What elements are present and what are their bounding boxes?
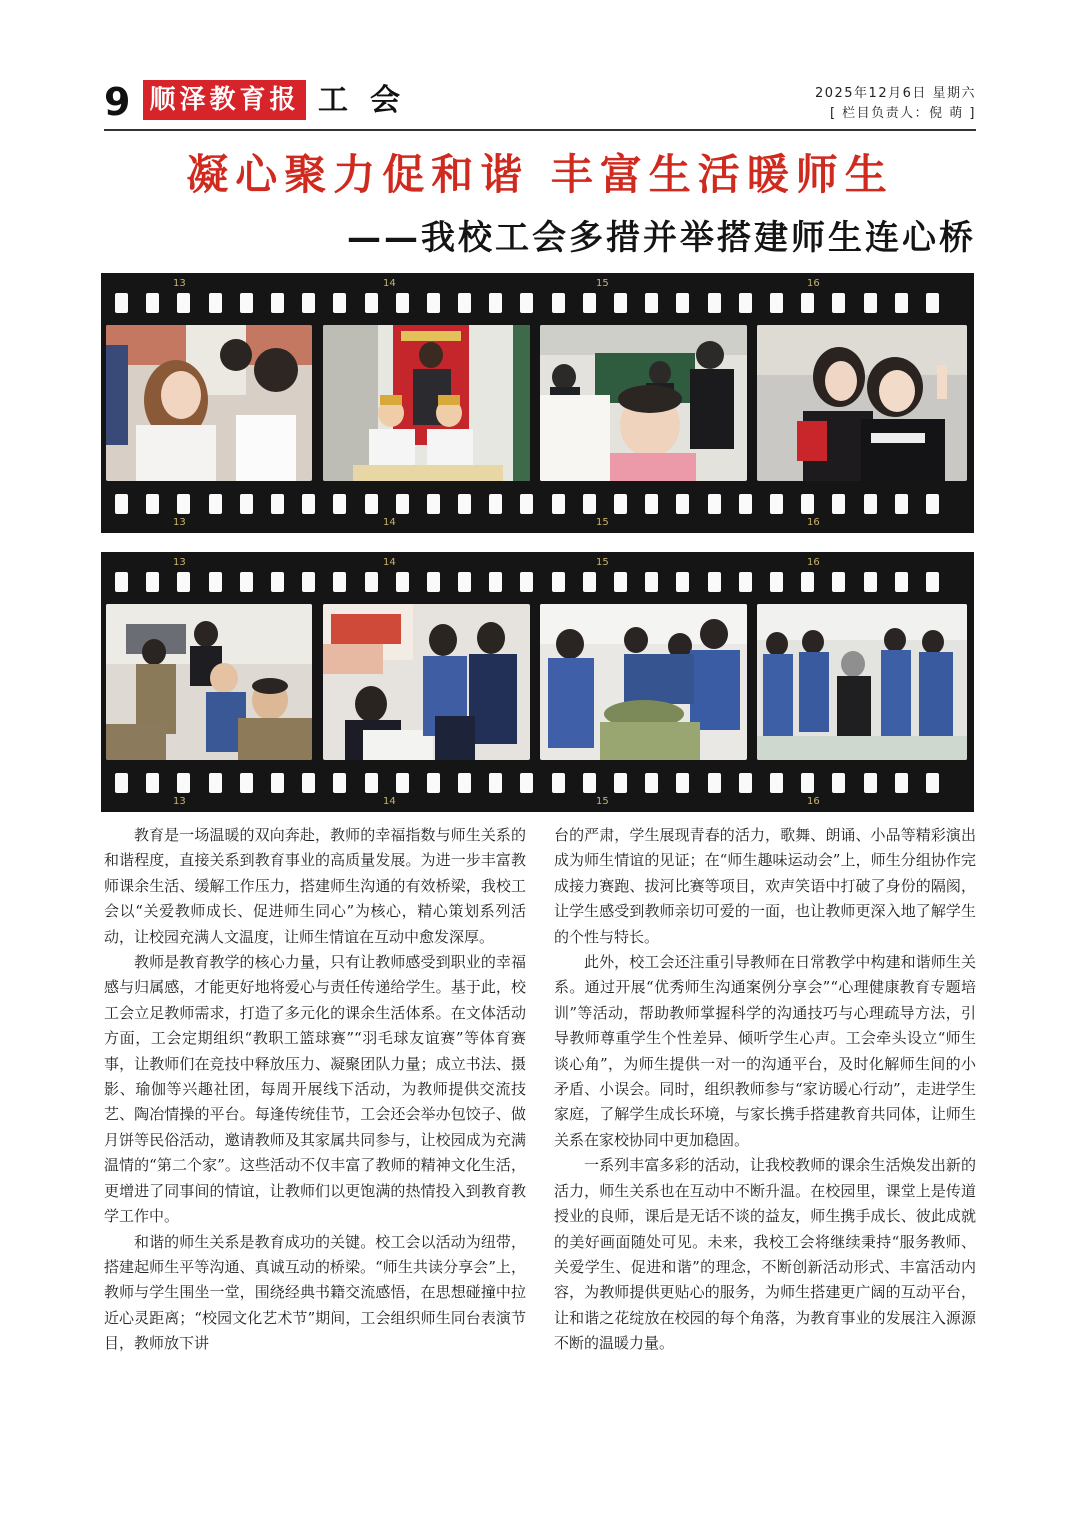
- teacher-and-friend-photo: [757, 325, 967, 481]
- sprocket-hole: [552, 773, 565, 793]
- sprocket-hole: [333, 293, 346, 313]
- sprocket-hole: [645, 494, 658, 514]
- sprocket-hole: [365, 773, 378, 793]
- sprocket-hole: [520, 773, 533, 793]
- sprocket-hole: [489, 293, 502, 313]
- sprocket-hole: [832, 773, 845, 793]
- sprocket-hole: [146, 572, 159, 592]
- sprocket-hole: [583, 293, 596, 313]
- section-title: 工会: [318, 83, 422, 118]
- sprocket-hole: [209, 572, 222, 592]
- sprocket-hole: [676, 293, 689, 313]
- sprocket-hole: [427, 293, 440, 313]
- sprocket-hole: [708, 773, 721, 793]
- frame-number: 15: [596, 557, 609, 568]
- masthead-divider: [104, 129, 976, 131]
- sprocket-hole: [489, 494, 502, 514]
- film-strip-top: [101, 273, 974, 533]
- sprocket-hole: [333, 572, 346, 592]
- sprocket-hole: [739, 773, 752, 793]
- sprocket-hole: [520, 572, 533, 592]
- sprocket-hole: [614, 572, 627, 592]
- sprocket-hole: [864, 773, 877, 793]
- sprocket-hole: [739, 572, 752, 592]
- frame-number: 13: [173, 517, 186, 528]
- student-signing-photo: [323, 604, 530, 760]
- frame-number: 15: [596, 278, 609, 289]
- sprocket-hole: [552, 293, 565, 313]
- sprocket-hole: [427, 773, 440, 793]
- sprocket-hole: [365, 293, 378, 313]
- sprocket-hole: [177, 494, 190, 514]
- sprocket-hole: [240, 494, 253, 514]
- sprocket-hole: [770, 773, 783, 793]
- sprocket-hole: [864, 293, 877, 313]
- article-paragraph: 教师是教育教学的核心力量，只有让教师感受到职业的幸福感与归属感，才能更好地将爱心与责任传递给学生。基于此，校工会立足教师需求，打造了多元化的课余生活体系。在文体活动方面，工会定期组织“教职工篮球赛”“羽毛球友谊赛”等体育赛事，让教师们在竞技中释放压力、凝聚团队力量；成立书法、摄影、瑜伽等兴趣社团，每周开展线下活动，为教师提供交流技艺、陶冶情操的平台。每逢传统佳节，工会还会举办包饺子、做月饼等民俗活动，邀请教师及其家属共同参与，让校园成为充满温情的“第二个家”。这些活动不仅丰富了教师的精神文化生活，更增进了同事间的情谊，让教师们以更饱满的热情投入到教育教学工作中。: [104, 953, 526, 1226]
- sprocket-hole: [177, 293, 190, 313]
- article-paragraph: 此外，校工会还注重引导教师在日常教学中构建和谐师生关系。通过开展“优秀师生沟通案例分享会”“心理健康教育专题培训”等活动，帮助教师掌握科学的沟通技巧与心理疏导方法，引导教师尊重学生个性差异、倾听学生心声。工会牵头设立“师生谈心角”，为师生提供一对一的沟通平台，及时化解师生间的小矛盾、小误会。同时，组织教师参与“家访暖心行动”，走进学生家庭，了解学生成长环境，与家长携手搭建教育共同体，让师生关系在家校协同中更加稳固。: [554, 953, 976, 1149]
- sprocket-hole: [458, 494, 471, 514]
- sprocket-hole: [552, 494, 565, 514]
- sprocket-hole: [895, 773, 908, 793]
- sprocket-hole: [115, 494, 128, 514]
- sprocket-hole: [801, 572, 814, 592]
- sprocket-hole: [396, 293, 409, 313]
- sprocket-hole: [209, 773, 222, 793]
- sprocket-hole: [333, 494, 346, 514]
- frame-number: 14: [383, 796, 396, 807]
- frame-number: 13: [173, 278, 186, 289]
- sprocket-holes: [115, 773, 964, 793]
- frame-number: 14: [383, 278, 396, 289]
- dumpling-making-photo: [540, 604, 747, 760]
- classroom-group-photo: [757, 604, 967, 760]
- sprocket-hole: [427, 572, 440, 592]
- sprocket-hole: [396, 773, 409, 793]
- sprocket-hole: [240, 293, 253, 313]
- sprocket-hole: [926, 494, 939, 514]
- sprocket-hole: [458, 293, 471, 313]
- military-training-photo: [106, 604, 312, 760]
- sprocket-hole: [895, 572, 908, 592]
- sprocket-hole: [240, 773, 253, 793]
- sprocket-hole: [770, 293, 783, 313]
- sprocket-hole: [240, 572, 253, 592]
- sprocket-hole: [365, 572, 378, 592]
- sprocket-hole: [583, 773, 596, 793]
- sprocket-hole: [583, 572, 596, 592]
- sprocket-hole: [801, 773, 814, 793]
- sprocket-holes: [115, 572, 964, 592]
- sprocket-hole: [645, 293, 658, 313]
- sprocket-hole: [333, 773, 346, 793]
- frame-number: 14: [383, 517, 396, 528]
- article-paragraph: 台的严肃，学生展现青春的活力，歌舞、朗诵、小品等精彩演出成为师生情谊的见证；在“师生趣味运动会”上，师生分组协作完成接力赛跑、拔河比赛等项目，欢声笑语中打破了身份的隔阂，让学生感受到教师亲切可爱的一面，也让教师更深入地了解学生的个性与特长。: [554, 826, 976, 946]
- sprocket-hole: [864, 494, 877, 514]
- sprocket-hole: [177, 572, 190, 592]
- sprocket-hole: [676, 773, 689, 793]
- sprocket-hole: [520, 293, 533, 313]
- sprocket-hole: [926, 572, 939, 592]
- sprocket-hole: [115, 572, 128, 592]
- sprocket-hole: [583, 494, 596, 514]
- frame-number: 15: [596, 796, 609, 807]
- issue-date: 2025年12月6日 星期六: [814, 86, 976, 101]
- sprocket-hole: [801, 293, 814, 313]
- sprocket-hole: [832, 293, 845, 313]
- sprocket-hole: [271, 572, 284, 592]
- sprocket-hole: [708, 494, 721, 514]
- sprocket-hole: [271, 293, 284, 313]
- newspaper-name: 顺泽教育报: [143, 80, 306, 120]
- page-number: 9: [104, 80, 131, 124]
- sprocket-hole: [458, 572, 471, 592]
- sprocket-hole: [676, 494, 689, 514]
- sprocket-hole: [146, 293, 159, 313]
- class-group-photo: [540, 325, 747, 481]
- sprocket-hole: [676, 572, 689, 592]
- article-subheadline: ——我校工会多措并举搭建师生连心桥: [347, 218, 976, 258]
- film-strip-bottom: [101, 552, 974, 812]
- reading-award-photo: [323, 325, 530, 481]
- teacher-helping-students-photo: [106, 325, 312, 481]
- sprocket-hole: [271, 494, 284, 514]
- frame-number: 16: [807, 278, 820, 289]
- sprocket-hole: [770, 572, 783, 592]
- sprocket-hole: [302, 773, 315, 793]
- frame-number: 15: [596, 517, 609, 528]
- sprocket-hole: [614, 773, 627, 793]
- sprocket-holes: [115, 293, 964, 313]
- sprocket-hole: [895, 494, 908, 514]
- sprocket-hole: [115, 773, 128, 793]
- sprocket-hole: [146, 494, 159, 514]
- sprocket-hole: [614, 494, 627, 514]
- sprocket-hole: [708, 572, 721, 592]
- sprocket-hole: [458, 773, 471, 793]
- sprocket-hole: [895, 293, 908, 313]
- sprocket-hole: [177, 773, 190, 793]
- sprocket-hole: [926, 293, 939, 313]
- sprocket-hole: [115, 293, 128, 313]
- sprocket-hole: [614, 293, 627, 313]
- sprocket-hole: [739, 494, 752, 514]
- sprocket-hole: [396, 572, 409, 592]
- sprocket-hole: [645, 773, 658, 793]
- frame-number: 16: [807, 796, 820, 807]
- sprocket-hole: [427, 494, 440, 514]
- sprocket-hole: [489, 773, 502, 793]
- sprocket-hole: [926, 773, 939, 793]
- sprocket-hole: [302, 494, 315, 514]
- sprocket-hole: [302, 572, 315, 592]
- sprocket-hole: [832, 572, 845, 592]
- article-paragraph: 教育是一场温暖的双向奔赴，教师的幸福指数与师生关系的和谐程度，直接关系到教育事业的高质量发展。为进一步丰富教师课余生活、缓解工作压力，搭建师生沟通的有效桥梁，我校工会以“关爱教师成长、促进师生同心”为核心，精心策划系列活动，让校园充满人文温度，让师生情谊在互动中愈发深厚。: [104, 826, 526, 946]
- frame-number: 16: [807, 517, 820, 528]
- sprocket-holes: [115, 494, 964, 514]
- column-editor: [ 栏目负责人：倪 萌 ]: [829, 106, 976, 121]
- sprocket-hole: [209, 494, 222, 514]
- sprocket-hole: [520, 494, 533, 514]
- article-headline: 凝心聚力促和谐 丰富生活暖师生: [186, 150, 894, 199]
- sprocket-hole: [271, 773, 284, 793]
- sprocket-hole: [770, 494, 783, 514]
- sprocket-hole: [552, 572, 565, 592]
- sprocket-hole: [302, 293, 315, 313]
- frame-number: 16: [807, 557, 820, 568]
- sprocket-hole: [864, 572, 877, 592]
- sprocket-hole: [396, 494, 409, 514]
- sprocket-hole: [832, 494, 845, 514]
- article-column-left: [104, 823, 526, 1357]
- frame-number: 14: [383, 557, 396, 568]
- sprocket-hole: [489, 572, 502, 592]
- frame-number: 13: [173, 796, 186, 807]
- sprocket-hole: [645, 572, 658, 592]
- article-column-right: [554, 823, 976, 1357]
- sprocket-hole: [739, 293, 752, 313]
- sprocket-hole: [365, 494, 378, 514]
- article-paragraph: 一系列丰富多彩的活动，让我校教师的课余生活焕发出新的活力，师生关系也在互动中不断升温。在校园里，课堂上是传道授业的良师，课后是无话不谈的益友，师生携手成长、彼此成就的美好画面随处可见。未来，我校工会将继续秉持“服务教师、关爱学生、促进和谐”的理念，不断创新活动形式、丰富活动内容，为教师提供更贴心的服务，为师生搭建更广阔的互动平台，让和谐之花绽放在校园的每个角落，为教育事业的发展注入源源不断的温暖力量。: [554, 1156, 976, 1353]
- sprocket-hole: [146, 773, 159, 793]
- frame-number: 13: [173, 557, 186, 568]
- article-paragraph: 和谐的师生关系是教育成功的关键。校工会以活动为纽带，搭建起师生平等沟通、真诚互动的桥梁。“师生共读分享会”上，教师与学生围坐一堂，围绕经典书籍交流感悟，在思想碰撞中拉近心灵距离；“校园文化艺术节”期间，工会组织师生同台表演节目，教师放下讲: [104, 1232, 526, 1353]
- sprocket-hole: [708, 293, 721, 313]
- sprocket-hole: [801, 494, 814, 514]
- sprocket-hole: [209, 293, 222, 313]
